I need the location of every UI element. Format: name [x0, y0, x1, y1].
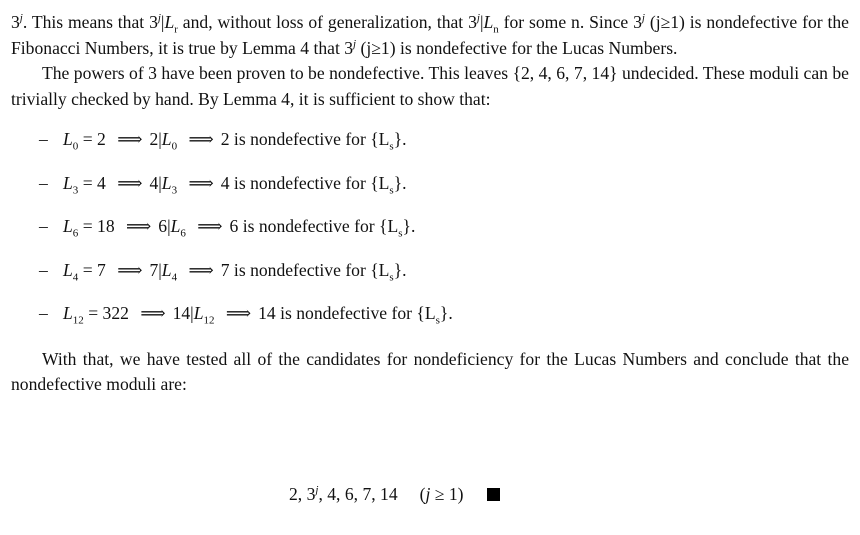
math-subscript: 6: [72, 227, 79, 240]
text-run: . This means that: [22, 12, 150, 32]
equation-values: 2, 3: [289, 484, 316, 504]
implies-symbol: ⟹: [140, 303, 166, 323]
list-dash: –: [39, 129, 48, 149]
math-l: L: [63, 259, 73, 280]
text-run: and, without loss of generalization, that: [177, 12, 469, 32]
implies-symbol: ⟹: [225, 303, 252, 323]
math-l: L: [161, 259, 172, 280]
math-base: 3: [468, 12, 477, 32]
math-bar: |: [160, 12, 165, 32]
math-l: L: [63, 303, 73, 323]
math-divides: 6|: [158, 216, 171, 236]
math-l: L: [170, 216, 181, 236]
math-subscript: s: [389, 184, 394, 197]
math-3j: [344, 38, 356, 58]
list-dash: –: [39, 216, 48, 236]
list-dash: –: [39, 303, 48, 323]
math-equals: = 7: [82, 259, 106, 280]
math-equals: = 18: [82, 216, 115, 236]
list-item: [11, 214, 849, 258]
math-base: 3: [344, 37, 354, 58]
math-subscript: r: [174, 23, 178, 36]
math-bar: |: [479, 12, 484, 32]
list-item: [11, 301, 849, 345]
paragraph-intro: [11, 10, 849, 61]
math-divides: 2|: [149, 129, 162, 149]
implies-symbol: ⟹: [188, 172, 214, 193]
math-l: L: [193, 303, 204, 323]
paragraph-powers-of-3: The powers of 3 have been proven to be nondefective. This leaves {2, 4, 6, 7, 14} undecided. These moduli can be trivially checked by hand. By Lemma 4, it is sufficient to show that:: [11, 63, 849, 109]
math-subscript: s: [435, 314, 440, 327]
math-exponent: j: [19, 12, 23, 25]
implies-symbol: ⟹: [117, 259, 143, 280]
math-subscript: s: [398, 227, 403, 240]
math-l: L: [63, 172, 73, 193]
math-subscript: 4: [171, 271, 178, 284]
conclusion-text: 4 is nondefective for {L: [220, 172, 390, 193]
conclusion-text: 7 is nondefective for {L: [220, 259, 390, 280]
math-3j: [11, 12, 23, 32]
math-3j: [633, 12, 645, 32]
qed-square-icon: [487, 488, 500, 501]
math-divides: 14|: [172, 303, 194, 323]
implies-symbol: ⟹: [188, 259, 214, 280]
math-equals: = 4: [82, 172, 106, 193]
list-item: [11, 171, 849, 215]
list-dash: –: [39, 172, 48, 193]
text-run: for some n. Since: [498, 12, 634, 32]
math-subscript: 12: [203, 314, 215, 327]
math-equals: = 2: [82, 129, 106, 149]
conclusion-text: 14 is nondefective for {L: [258, 303, 436, 323]
text-run: (j≥1) is nondefective for the Fibonacci Numbers, it is true by Lemma 4 that: [11, 12, 849, 58]
math-l: L: [164, 12, 175, 32]
math-subscript: n: [493, 23, 499, 36]
math-exponent: j: [353, 37, 357, 50]
math-subscript: s: [389, 140, 394, 153]
math-subscript: 6: [180, 227, 186, 240]
math-exponent: j: [641, 12, 645, 25]
implies-symbol: ⟹: [188, 129, 214, 149]
math-3j-divides-ln: [468, 12, 499, 36]
math-l: L: [483, 12, 494, 32]
math-l: L: [161, 129, 172, 149]
implies-symbol: ⟹: [117, 172, 143, 193]
condition-paren: (: [419, 484, 426, 504]
math-divides: 7|: [149, 259, 162, 280]
document-page: [11, 10, 849, 398]
equation-values: , 4, 6, 7, 14: [318, 484, 398, 504]
math-subscript: 4: [72, 271, 79, 284]
math-exponent: j: [157, 12, 161, 25]
math-l: L: [63, 129, 73, 149]
math-subscript: 0: [171, 140, 178, 153]
closing-brace: }.: [393, 259, 407, 280]
implies-symbol: ⟹: [197, 216, 223, 236]
implies-symbol: ⟹: [126, 216, 152, 236]
condition-text: ≥ 1): [430, 484, 464, 504]
math-l: L: [161, 172, 172, 193]
implication-list: [11, 127, 849, 345]
math-3j-divides-lr: [149, 12, 178, 36]
math-base: 3: [11, 12, 20, 32]
paragraph-conclusion: With that, we have tested all of the candidates for nondeficiency for the Lucas Numbers and conclude that the nondefective moduli are:: [11, 348, 849, 394]
math-exponent: j: [315, 484, 319, 497]
math-subscript: 3: [171, 184, 178, 197]
text-run: (j≥1) is nondefective for the Lucas Numbers.: [356, 37, 678, 58]
conclusion-text: 6 is nondefective for {L: [229, 216, 399, 236]
list-item: [11, 258, 849, 302]
math-j: j: [425, 484, 431, 504]
list-item: [11, 127, 849, 171]
closing-brace: }.: [402, 216, 416, 236]
display-equation: [289, 482, 500, 506]
math-divides: 4|: [149, 172, 162, 193]
math-base: 3: [149, 12, 158, 32]
math-subscript: s: [389, 271, 394, 284]
math-equals: = 322: [88, 303, 129, 323]
math-l: L: [63, 216, 73, 236]
math-subscript: 3: [72, 184, 79, 197]
conclusion-text: 2 is nondefective for {L: [220, 129, 390, 149]
math-exponent: j: [476, 12, 480, 25]
implies-symbol: ⟹: [117, 129, 143, 149]
closing-brace: }.: [393, 172, 407, 193]
math-subscript: 12: [72, 314, 84, 327]
closing-brace: }.: [439, 303, 453, 323]
closing-brace: }.: [393, 129, 407, 149]
math-base: 3: [633, 12, 642, 32]
math-subscript: 0: [72, 140, 79, 153]
list-dash: –: [39, 259, 48, 280]
